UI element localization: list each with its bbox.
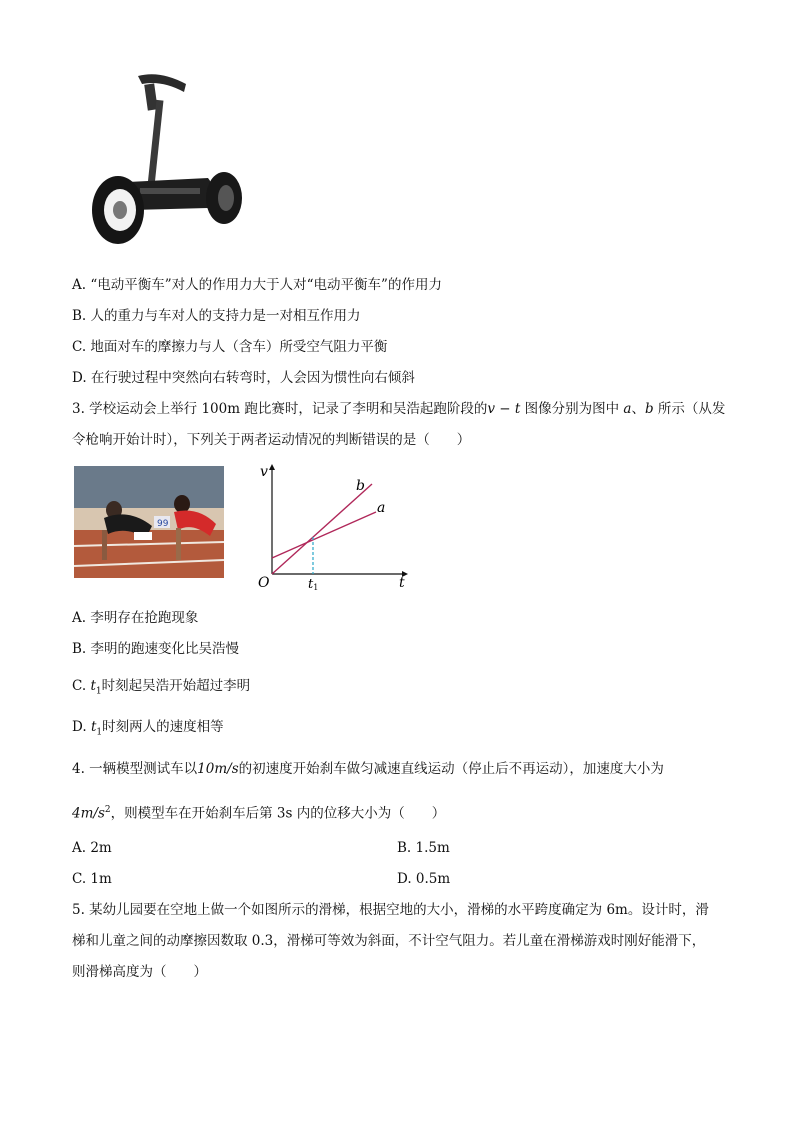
t1-label: t1 — [308, 577, 319, 590]
balance-scooter-image — [90, 70, 250, 250]
line-b — [272, 484, 372, 574]
q2-option-a: A. “电动平衡车”对人的作用力大于人对“电动平衡车”的作用力 — [72, 277, 442, 293]
q4-option-b: B. 1.5m — [397, 840, 450, 856]
q4-option-c: C. 1m — [72, 871, 112, 887]
q2-option-d: D. 在行驶过程中突然向右转弯时，人会因为惯性向右倾斜 — [72, 370, 415, 386]
line-a-label: a — [377, 500, 386, 516]
origin-label: O — [258, 575, 270, 590]
q2-option-c: C. 地面对车的摩擦力与人（含车）所受空气阻力平衡 — [72, 339, 388, 355]
sprint-start-photo — [74, 466, 224, 578]
q3-option-c: C. $t_1$时刻起吴浩开始超过李明 — [72, 678, 251, 697]
q4-option-d: D. 0.5m — [397, 871, 451, 887]
line-a — [272, 512, 376, 558]
vt-graph — [252, 460, 412, 590]
svg-text:99: 99 — [157, 519, 169, 529]
q3-stem-line1: 3. 学校运动会上举行 100m 跑比赛时，记录了李明和吴浩起跑阶段的v − t 图像分别为图中 a、b 所示（从发 — [72, 401, 726, 417]
q4-stem-line2: $4m/s^2$，则模型车在开始刹车后第 3s 内的位移大小为（ ） — [72, 805, 446, 822]
q3-option-d: D. $t_1$时刻两人的速度相等 — [72, 719, 224, 738]
q3-stem-line2: 令枪响开始计时），下列关于两者运动情况的判断错误的是（ ） — [72, 432, 471, 448]
q5-stem-line3: 则滑梯高度为（ ） — [72, 964, 207, 980]
q4-stem-line1: 4. 一辆模型测试车以10m/s的初速度开始刹车做匀减速直线运动（停止后不再运动），加速度大小为 — [72, 761, 664, 777]
q5-stem-line1: 5. 某幼儿园要在空地上做一个如图所示的滑梯，根据空地的大小，滑梯的水平跨度确定为 6m。设计时，滑 — [72, 902, 709, 918]
q3-option-b: B. 李明的跑速变化比吴浩慢 — [72, 641, 240, 657]
v-axis-label: v — [260, 464, 268, 480]
q4-option-a: A. 2m — [72, 840, 112, 856]
q5-stem-line2: 梯和儿童之间的动摩擦因数取 0.3，滑梯可等效为斜面，不计空气阻力。若儿童在滑梯游戏时刚好能滑下， — [72, 933, 706, 949]
q2-option-b: B. 人的重力与车对人的支持力是一对相互作用力 — [72, 308, 361, 324]
t-axis-label: t — [399, 575, 405, 590]
line-b-label: b — [356, 478, 365, 494]
q3-option-a: A. 李明存在抢跑现象 — [72, 610, 199, 626]
